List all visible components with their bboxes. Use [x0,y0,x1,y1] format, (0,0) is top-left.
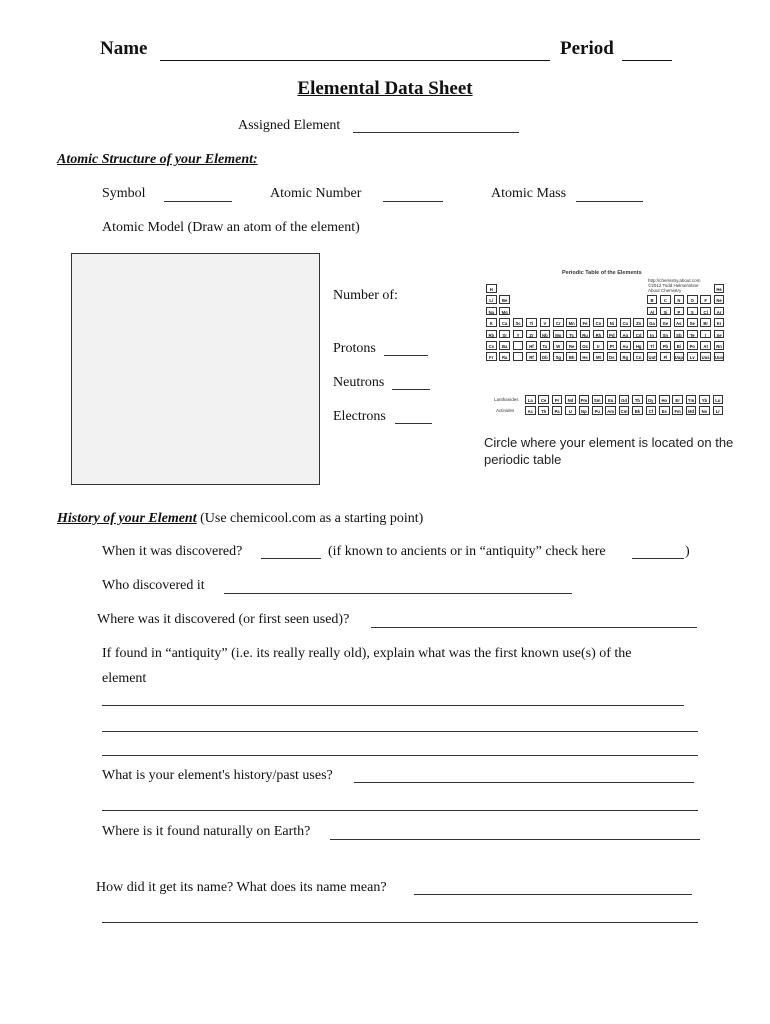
period-label: Period [560,38,614,59]
element-cell[interactable]: K [486,318,497,327]
element-cell[interactable]: Lr [713,406,724,415]
element-cell[interactable]: Lu [713,395,724,404]
element-cell[interactable]: Na [486,307,497,316]
element-cell[interactable]: Fm [672,406,683,415]
discovered-when-field[interactable] [261,558,321,559]
element-cell[interactable]: Sm [592,395,603,404]
element-cell[interactable]: Cu [620,318,631,327]
element-cell[interactable]: Ge [660,318,671,327]
element-cell[interactable]: Si [660,307,671,316]
element-cell[interactable]: Sr [499,330,510,339]
element-cell[interactable]: Pr [552,395,563,404]
discovered-when-label: When it was discovered? [102,544,243,559]
element-cell[interactable]: Ir [593,341,604,350]
element-cell[interactable]: Br [700,318,711,327]
antiquity-note-close: ) [685,544,690,559]
symbol-label: Symbol [102,186,146,201]
element-cell[interactable]: Yb [699,395,710,404]
element-cell[interactable]: Pt [607,341,618,350]
history-heading-row [57,511,423,527]
where-discovered-field[interactable] [371,627,697,628]
periodic-table-sub: About Chemistry [648,288,682,293]
element-cell[interactable]: Lv [687,352,698,361]
element-cell[interactable]: Cf [646,406,657,415]
element-cell[interactable]: Nb [540,330,551,339]
element-cell[interactable]: Bh [566,352,577,361]
element-cell[interactable]: In [647,330,658,339]
symbol-field[interactable] [164,201,232,202]
neutrons-label: Neutrons [333,375,385,390]
past-uses-answer-line[interactable] [102,810,698,811]
element-cell[interactable]: Cl [700,307,711,316]
element-cell[interactable]: Pb [660,341,671,350]
element-cell[interactable]: Tm [686,395,697,404]
element-cell[interactable]: Au [620,341,631,350]
element-cell[interactable]: Fe [580,318,591,327]
element-cell[interactable]: Ag [620,330,631,339]
element-cell[interactable]: As [674,318,685,327]
element-cell[interactable]: Y [513,330,524,339]
element-cell[interactable]: Re [566,341,577,350]
element-cell[interactable]: Ho [659,395,670,404]
found-naturally-field[interactable] [330,839,700,840]
element-cell[interactable]: At [700,341,711,350]
element-cell[interactable]: Mo [553,330,564,339]
lanthanides-label: Lanthanides [494,397,519,402]
element-cell[interactable]: Tl [647,341,658,350]
element-cell[interactable]: Es [659,406,670,415]
element-cell[interactable]: Md [686,406,697,415]
found-naturally-label: Where is it found naturally on Earth? [102,824,311,839]
element-cell[interactable]: Am [605,406,616,415]
antiquity-answer-line-2[interactable] [102,731,698,732]
past-uses-field[interactable] [354,782,694,783]
element-cell[interactable]: Li [486,295,497,304]
atomic-mass-field[interactable] [576,201,643,202]
element-cell[interactable]: Er [672,395,683,404]
element-cell[interactable]: Rh [593,330,604,339]
element-cell[interactable]: Co [593,318,604,327]
atomic-structure-heading: Atomic Structure of your Element: [57,152,258,167]
name-field[interactable] [160,60,550,61]
element-cell[interactable]: Sb [674,330,685,339]
element-cell[interactable]: Ne [714,295,725,304]
element-cell[interactable]: Fl [660,352,671,361]
periodic-table[interactable] [482,268,734,418]
element-cell[interactable]: Np [579,406,590,415]
antiquity-answer-line-3[interactable] [102,755,698,756]
electrons-label: Electrons [333,409,386,424]
element-cell[interactable]: Ds [607,352,618,361]
element-cell[interactable]: W [553,341,564,350]
element-cell[interactable]: Uut [647,352,658,361]
element-cell[interactable] [513,352,524,361]
element-cell[interactable]: Kr [714,318,725,327]
antiquity-note: (if known to ancients or in “antiquity” check here [328,544,606,559]
element-cell[interactable]: Nd [565,395,576,404]
element-cell[interactable]: Bk [632,406,643,415]
antiquity-checkbox-field[interactable] [632,558,684,559]
assigned-element-label: Assigned Element [238,118,341,133]
element-cell[interactable]: Cr [553,318,564,327]
actinides-label: Actinides [496,408,515,413]
element-cell[interactable]: Ti [526,318,537,327]
element-cell[interactable]: Pu [592,406,603,415]
element-cell[interactable]: Pm [579,395,590,404]
antiquity-question-line1: If found in “antiquity” (i.e. its really really old), explain what was the first known use(s) of the [102,646,632,661]
page-title: Elemental Data Sheet [297,78,473,99]
element-cell[interactable]: Rf [526,352,537,361]
where-discovered-label: Where was it discovered (or first seen used)? [97,612,350,627]
period-field[interactable] [622,60,672,61]
element-cell[interactable]: Pa [552,406,563,415]
element-cell[interactable]: V [540,318,551,327]
element-cell[interactable]: Th [538,406,549,415]
element-cell[interactable]: Dy [646,395,657,404]
element-cell[interactable]: Uup [674,352,685,361]
element-cell[interactable]: He [714,284,725,293]
element-cell[interactable]: Ac [525,406,536,415]
element-cell[interactable]: Zn [633,318,644,327]
element-cell[interactable]: F [700,295,711,304]
element-cell[interactable]: B [647,295,658,304]
element-cell[interactable]: Sg [553,352,564,361]
element-cell[interactable]: Ta [540,341,551,350]
who-discovered-field[interactable] [224,593,572,594]
element-cell[interactable]: Xe [714,330,725,339]
atomic-number-field[interactable] [383,201,443,202]
electrons-field[interactable] [395,423,432,424]
element-cell[interactable]: Cd [633,330,644,339]
atomic-model-label: Atomic Model (Draw an atom of the element) [102,220,360,235]
name-label: Name [100,38,148,59]
element-cell[interactable]: P [674,307,685,316]
element-cell[interactable]: Tc [566,330,577,339]
element-cell[interactable]: Cn [633,352,644,361]
atomic-mass-label: Atomic Mass [491,186,567,201]
assigned-element-field[interactable] [353,132,519,133]
number-of-label: Number of: [333,288,398,303]
who-discovered-label: Who discovered it [102,578,205,593]
periodic-table-caption: Circle where your element is located on the periodic table [484,435,734,467]
atomic-model-drawing-box[interactable] [71,253,320,485]
element-cell[interactable]: Zr [526,330,537,339]
element-cell[interactable]: Mg [499,307,510,316]
element-cell[interactable]: Gd [619,395,630,404]
element-cell[interactable]: Ra [499,352,510,361]
periodic-table-source: http://chemistry.about.com [648,278,701,283]
element-cell[interactable]: Te [687,330,698,339]
element-cell[interactable]: I [700,330,711,339]
protons-label: Protons [333,341,376,356]
antiquity-question-line2: element [102,671,147,686]
element-cell[interactable]: La [525,395,536,404]
element-cell[interactable]: O [687,295,698,304]
element-cell[interactable]: Rn [714,341,725,350]
history-heading-note: (Use chemicool.com as a starting point) [200,511,424,526]
element-cell[interactable]: Ce [538,395,549,404]
antiquity-answer-line-1[interactable] [102,705,684,706]
element-cell[interactable]: Sn [660,330,671,339]
element-cell[interactable]: Mn [566,318,577,327]
element-cell[interactable]: Uuo [714,352,725,361]
element-cell[interactable]: Ar [714,307,725,316]
element-cell[interactable]: N [674,295,685,304]
element-cell[interactable]: Mt [593,352,604,361]
element-cell[interactable]: Sc [513,318,524,327]
history-heading: History of your Element [57,511,197,526]
element-cell[interactable]: Hs [580,352,591,361]
element-cell[interactable]: Se [687,318,698,327]
element-cell[interactable]: Os [580,341,591,350]
element-cell[interactable]: Uus [700,352,711,361]
element-cell[interactable]: Hf [526,341,537,350]
element-cell[interactable]: Ga [647,318,658,327]
element-cell[interactable]: Be [499,295,510,304]
protons-field[interactable] [384,355,428,356]
element-cell[interactable]: Ca [499,318,510,327]
element-cell[interactable]: Cm [619,406,630,415]
element-cell[interactable]: No [699,406,710,415]
name-origin-field[interactable] [414,894,692,895]
periodic-table-title: Periodic Table of the Elements [562,270,642,276]
name-origin-label: How did it get its name? What does its name mean? [96,880,387,895]
element-cell[interactable]: Pd [607,330,618,339]
element-cell[interactable]: Ba [499,341,510,350]
past-uses-label: What is your element's history/past uses? [102,768,333,783]
element-cell[interactable]: Db [540,352,551,361]
element-cell[interactable]: Rg [620,352,631,361]
element-cell[interactable]: Fr [486,352,497,361]
neutrons-field[interactable] [392,389,430,390]
periodic-table-copyright: ©2012 Todd Helmenstine [648,283,699,288]
element-cell[interactable]: Ru [580,330,591,339]
element-cell[interactable]: Eu [605,395,616,404]
element-cell[interactable] [513,341,524,350]
element-cell[interactable]: Tb [632,395,643,404]
element-cell[interactable]: Ni [607,318,618,327]
element-cell[interactable]: Al [647,307,658,316]
element-cell[interactable]: Hg [633,341,644,350]
element-cell[interactable]: S [687,307,698,316]
element-cell[interactable]: Cs [486,341,497,350]
element-cell[interactable]: C [660,295,671,304]
element-cell[interactable]: H [486,284,497,293]
atomic-number-label: Atomic Number [270,186,362,201]
element-cell[interactable]: Po [687,341,698,350]
name-origin-answer-line[interactable] [102,922,698,923]
element-cell[interactable]: Bi [674,341,685,350]
element-cell[interactable]: U [565,406,576,415]
element-cell[interactable]: Rb [486,330,497,339]
